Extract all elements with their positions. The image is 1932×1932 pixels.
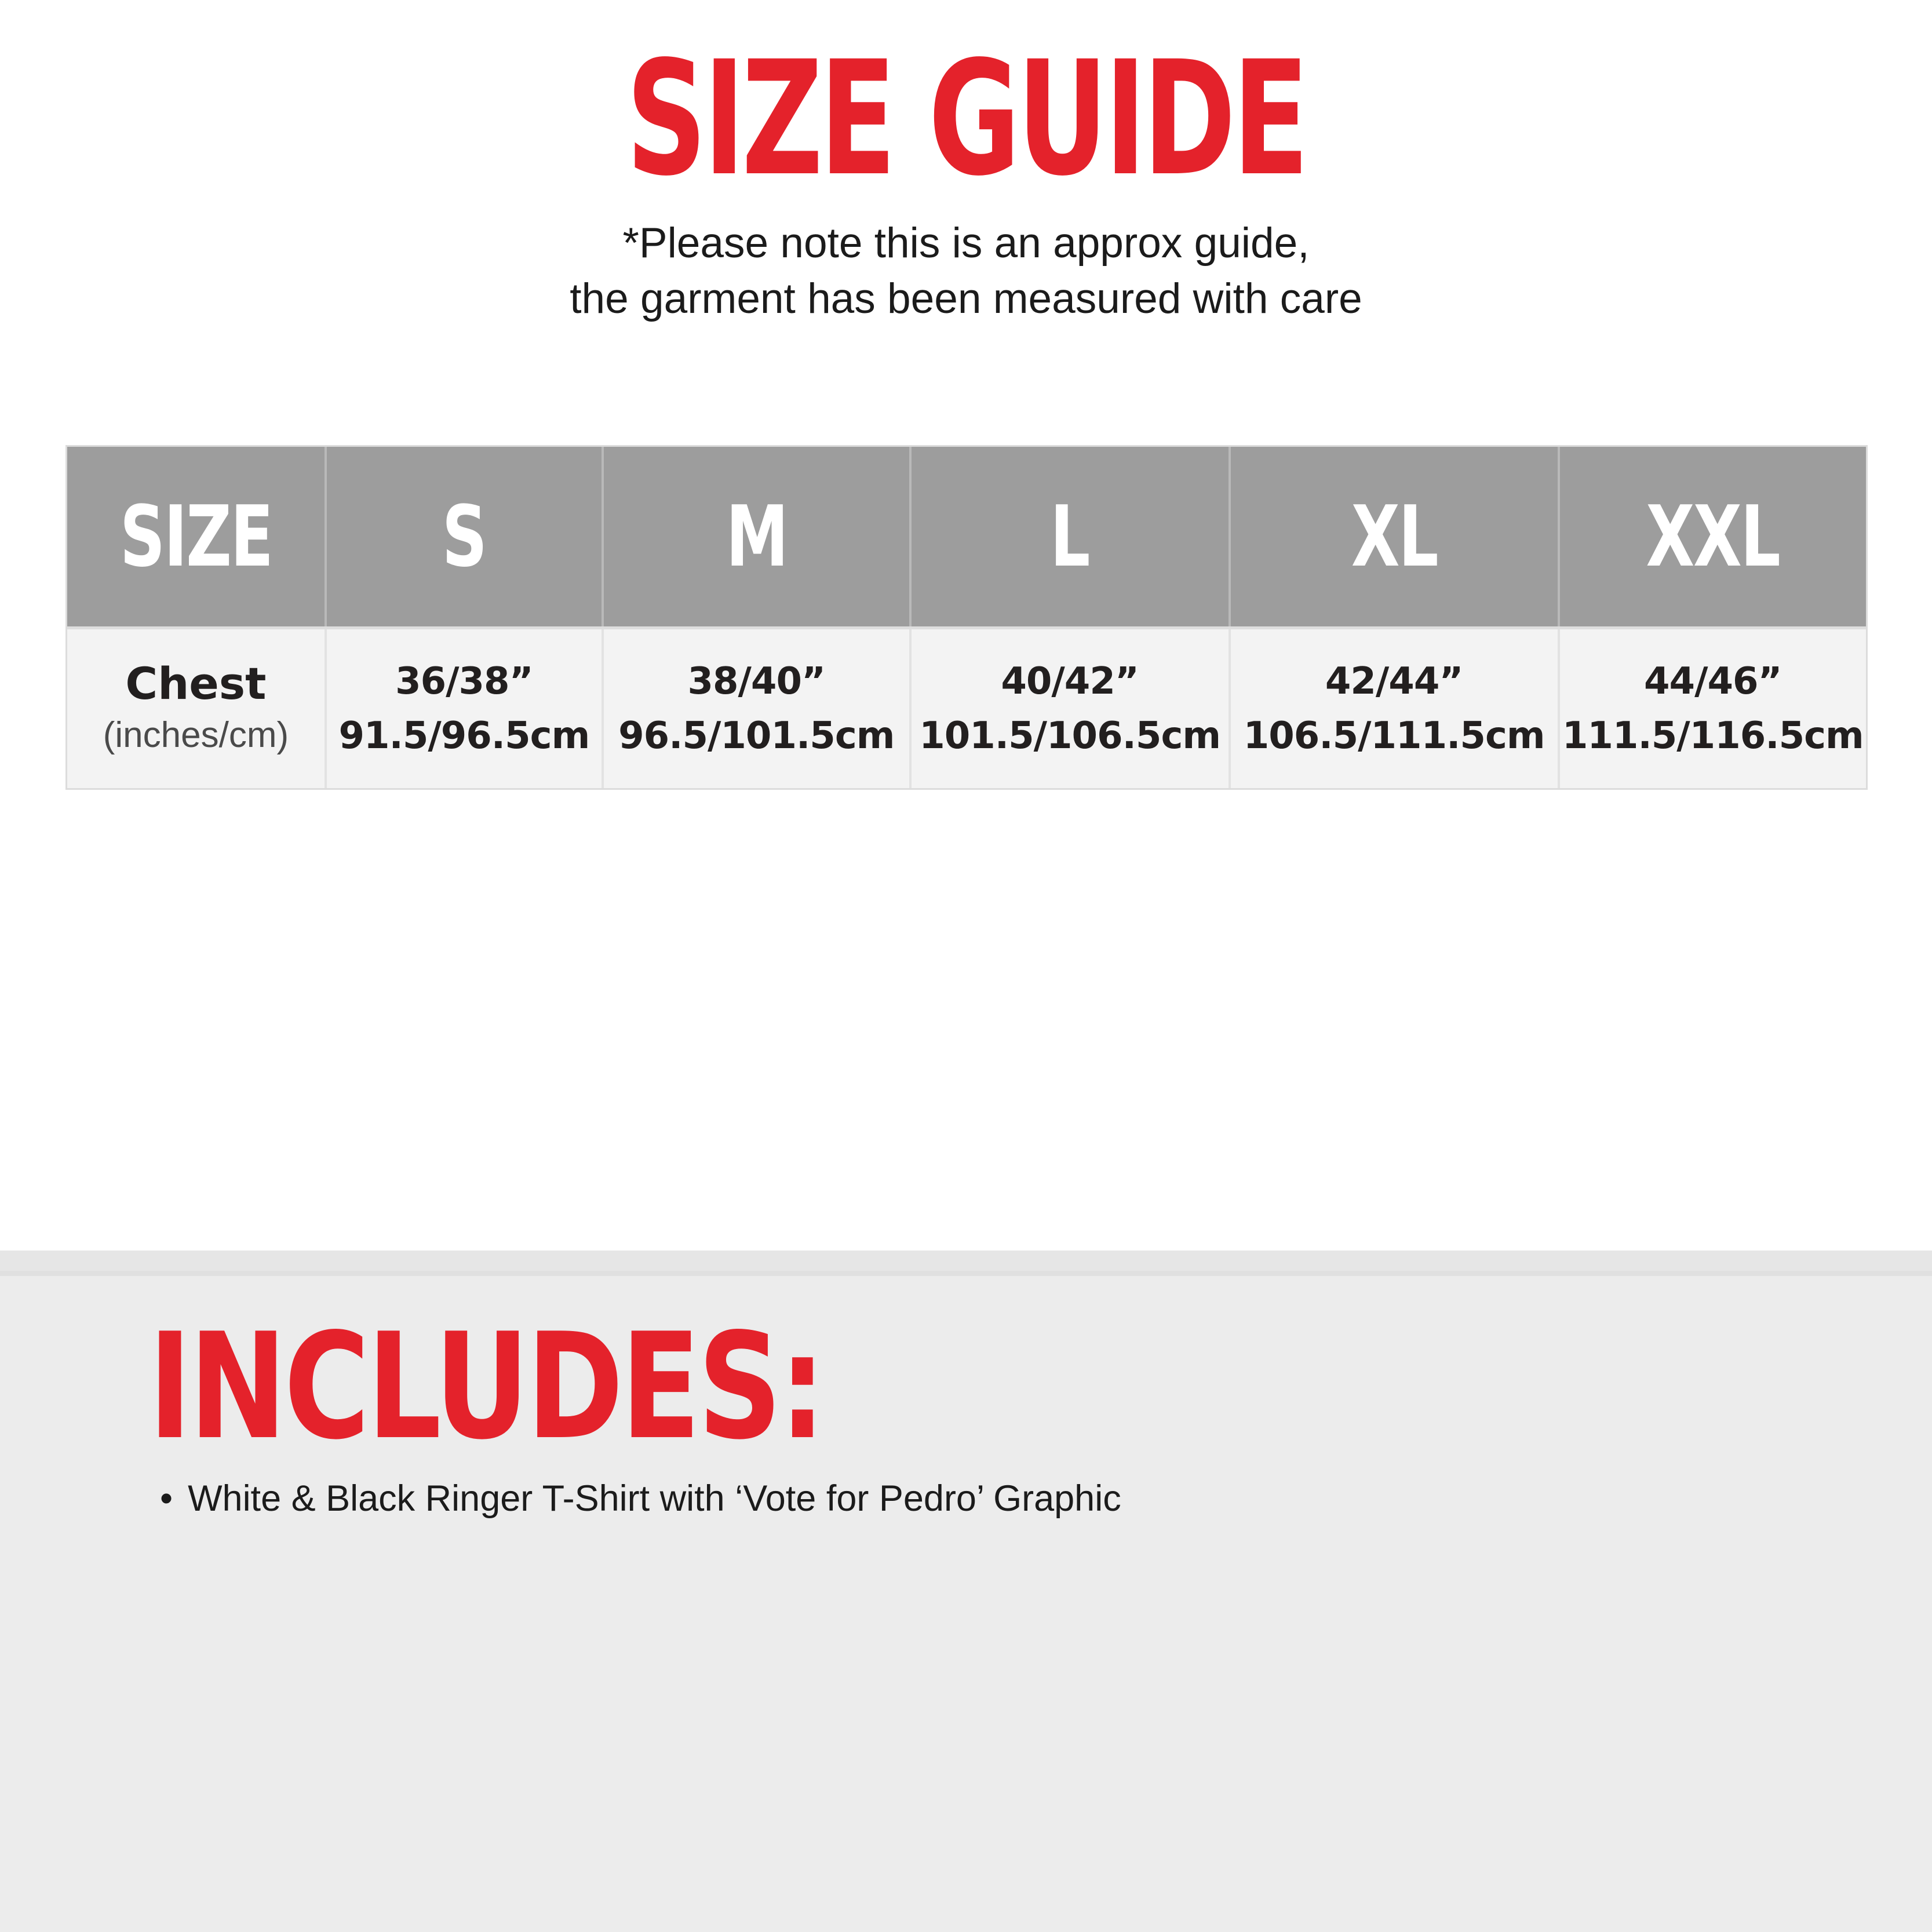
header-label: XL: [1351, 487, 1437, 586]
row-unit: (inches/cm): [103, 715, 289, 755]
includes-heading: INCLUDES:: [148, 1302, 823, 1472]
value-cell-l: [909, 629, 1229, 788]
header-cell-l: [909, 447, 1229, 626]
includes-item-text: White & Black Ringer T-Shirt with ‘Vote for Pedro’ Graphic: [188, 1478, 1121, 1519]
panel-top-band: [0, 1251, 1932, 1271]
header-label: S: [442, 487, 486, 586]
page-title: [0, 28, 1932, 211]
header-cell-size: [67, 447, 325, 626]
size-table: [65, 445, 1868, 790]
value-inches: 44/46”: [1644, 660, 1782, 703]
value-inches: 36/38”: [395, 660, 533, 703]
header-label: M: [726, 487, 788, 586]
note-line-2: the garment has been measured with care: [570, 275, 1362, 322]
header-label: L: [1050, 487, 1089, 586]
size-guide-note: [0, 216, 1932, 327]
header-label: XXL: [1646, 487, 1780, 586]
header-label: SIZE: [119, 487, 272, 586]
note-line-1: *Please note this is an approx guide,: [622, 220, 1310, 267]
page-title-text: SIZE GUIDE: [626, 28, 1306, 211]
value-cm: 111.5/116.5cm: [1562, 715, 1864, 757]
value-inches: 42/44”: [1325, 660, 1463, 703]
bullet-icon: •: [160, 1478, 173, 1519]
header-cell-xl: [1229, 447, 1558, 626]
size-table-header-row: [67, 447, 1866, 629]
value-cell-s: [325, 629, 602, 788]
value-cm: 91.5/96.5cm: [338, 715, 590, 757]
header-cell-s: [325, 447, 602, 626]
panel-top-divider: [0, 1271, 1932, 1276]
size-table-chest-row: [67, 629, 1866, 788]
includes-list-item: [160, 1475, 1121, 1522]
value-cell-m: [602, 629, 909, 788]
value-cm: 106.5/111.5cm: [1243, 715, 1545, 757]
value-inches: 40/42”: [1001, 660, 1139, 703]
row-label: Chest: [125, 658, 267, 709]
value-cm: 101.5/106.5cm: [919, 715, 1221, 757]
value-inches: 38/40”: [687, 660, 826, 703]
value-cell-xl: [1229, 629, 1558, 788]
value-cell-xxl: [1558, 629, 1866, 788]
header-cell-xxl: [1558, 447, 1866, 626]
row-label-cell: [67, 629, 325, 788]
header-cell-m: [602, 447, 909, 626]
value-cm: 96.5/101.5cm: [618, 715, 895, 757]
